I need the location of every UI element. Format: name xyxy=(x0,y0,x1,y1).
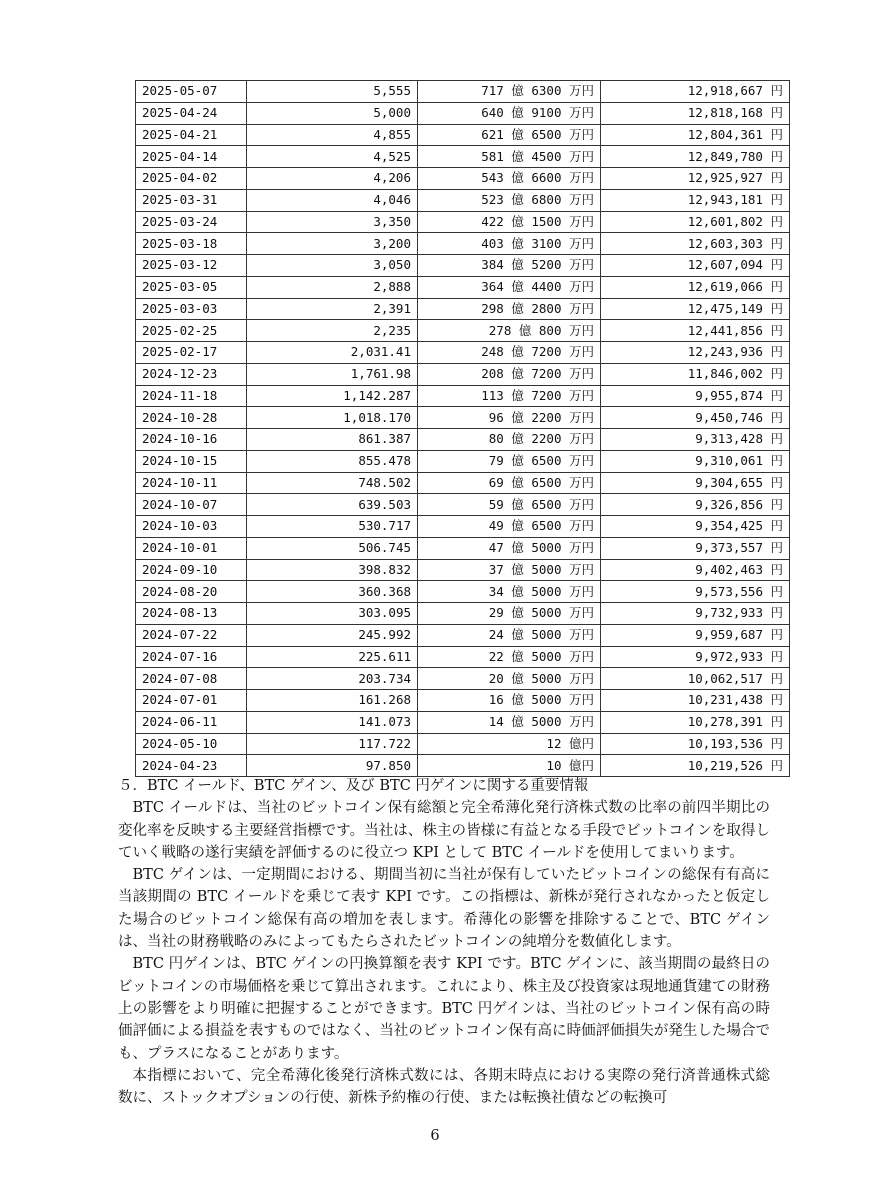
btc-cell: 4,046 xyxy=(247,189,418,211)
date-cell: 2024-11-18 xyxy=(136,385,247,407)
amount-cell: 69 億 6500 万円 xyxy=(418,472,601,494)
price-cell: 9,959,687 円 xyxy=(601,624,790,646)
btc-cell: 1,142.287 xyxy=(247,385,418,407)
amount-cell: 47 億 5000 万円 xyxy=(418,537,601,559)
price-cell: 12,607,094 円 xyxy=(601,255,790,277)
price-cell: 11,846,002 円 xyxy=(601,363,790,385)
table-row xyxy=(136,233,790,255)
price-cell: 12,603,303 円 xyxy=(601,233,790,255)
btc-cell: 97.850 xyxy=(247,755,418,777)
amount-cell: 14 億 5000 万円 xyxy=(418,711,601,733)
table-row xyxy=(136,168,790,190)
table-row xyxy=(136,429,790,451)
btc-cell: 1,761.98 xyxy=(247,363,418,385)
btc-cell: 861.387 xyxy=(247,429,418,451)
table-row xyxy=(136,690,790,712)
amount-cell: 248 億 7200 万円 xyxy=(418,342,601,364)
table-row xyxy=(136,342,790,364)
btc-cell: 3,350 xyxy=(247,211,418,233)
btc-cell: 2,391 xyxy=(247,298,418,320)
price-cell: 12,475,149 円 xyxy=(601,298,790,320)
btc-cell: 855.478 xyxy=(247,450,418,472)
amount-cell: 543 億 6600 万円 xyxy=(418,168,601,190)
paragraph-btc-gain: BTC ゲインは、一定期間における、期間当初に当社が保有していたビットコインの総保有有高に当該期間の BTC イールドを乗じて表す KPI です。この指標は、新株が発行されなかったと仮定した場合のビットコイン総保有高の増加を表します。希薄化の影響を排除することで、BTC ゲインは、当社の財務戦略のみによってもたらされたビットコインの純増分を数値化します。 xyxy=(118,867,770,951)
btc-cell: 2,888 xyxy=(247,276,418,298)
btc-cell: 2,031.41 xyxy=(247,342,418,364)
date-cell: 2024-07-01 xyxy=(136,690,247,712)
btc-cell: 5,555 xyxy=(247,81,418,103)
price-cell: 9,310,061 円 xyxy=(601,450,790,472)
table-row xyxy=(136,537,790,559)
date-cell: 2024-09-10 xyxy=(136,559,247,581)
date-cell: 2024-10-07 xyxy=(136,494,247,516)
paragraph-btc-yield: BTC イールドは、当社のビットコイン保有総額と完全希薄化発行済株式数の比率の前四半期比の変化率を反映する主要経営指標です。当社は、株主の皆様に有益となる手段でビットコインを取得していく戦略の遂行実績を評価するのに役立つ KPI として BTC イールドを使用してまいります。 xyxy=(118,800,770,861)
btc-cell: 4,855 xyxy=(247,124,418,146)
amount-cell: 29 億 5000 万円 xyxy=(418,603,601,625)
date-cell: 2024-10-11 xyxy=(136,472,247,494)
date-cell: 2024-10-03 xyxy=(136,516,247,538)
btc-cell: 506.745 xyxy=(247,537,418,559)
price-cell: 10,193,536 円 xyxy=(601,733,790,755)
date-cell: 2024-08-20 xyxy=(136,581,247,603)
amount-cell: 113 億 7200 万円 xyxy=(418,385,601,407)
paragraph-diluted-shares: 本指標において、完全希薄化後発行済株式数には、各期末時点における実際の発行済普通株式総数に、ストックオプションの行使、新株予約権の行使、または転換社債などの転換可 xyxy=(118,1067,770,1107)
price-cell: 9,304,655 円 xyxy=(601,472,790,494)
amount-cell: 10 億円 xyxy=(418,755,601,777)
table-row xyxy=(136,81,790,103)
date-cell: 2025-04-02 xyxy=(136,168,247,190)
table-row xyxy=(136,668,790,690)
amount-cell: 59 億 6500 万円 xyxy=(418,494,601,516)
date-cell: 2024-10-15 xyxy=(136,450,247,472)
btc-cell: 5,000 xyxy=(247,102,418,124)
price-cell: 9,354,425 円 xyxy=(601,516,790,538)
price-cell: 12,918,667 円 xyxy=(601,81,790,103)
date-cell: 2024-04-23 xyxy=(136,755,247,777)
table-row xyxy=(136,581,790,603)
date-cell: 2025-02-25 xyxy=(136,320,247,342)
btc-cell: 141.073 xyxy=(247,711,418,733)
price-cell: 9,732,933 円 xyxy=(601,603,790,625)
table-row xyxy=(136,385,790,407)
amount-cell: 298 億 2800 万円 xyxy=(418,298,601,320)
price-cell: 10,062,517 円 xyxy=(601,668,790,690)
price-cell: 9,326,856 円 xyxy=(601,494,790,516)
amount-cell: 384 億 5200 万円 xyxy=(418,255,601,277)
date-cell: 2024-07-22 xyxy=(136,624,247,646)
date-cell: 2025-03-18 xyxy=(136,233,247,255)
table-row xyxy=(136,450,790,472)
date-cell: 2024-10-01 xyxy=(136,537,247,559)
table-row xyxy=(136,603,790,625)
date-cell: 2025-03-12 xyxy=(136,255,247,277)
amount-cell: 581 億 4500 万円 xyxy=(418,146,601,168)
amount-cell: 278 億 800 万円 xyxy=(418,320,601,342)
table-row xyxy=(136,624,790,646)
section-heading: ５．BTC イールド、BTC ゲイン、及び BTC 円ゲインに関する重要情報 xyxy=(118,778,589,794)
price-cell: 10,231,438 円 xyxy=(601,690,790,712)
table-row xyxy=(136,516,790,538)
btc-cell: 4,525 xyxy=(247,146,418,168)
btc-cell: 748.502 xyxy=(247,472,418,494)
btc-cell: 4,206 xyxy=(247,168,418,190)
date-cell: 2025-05-07 xyxy=(136,81,247,103)
table-row xyxy=(136,189,790,211)
amount-cell: 20 億 5000 万円 xyxy=(418,668,601,690)
date-cell: 2024-12-23 xyxy=(136,363,247,385)
price-cell: 12,818,168 円 xyxy=(601,102,790,124)
date-cell: 2025-03-31 xyxy=(136,189,247,211)
price-cell: 9,402,463 円 xyxy=(601,559,790,581)
date-cell: 2024-06-11 xyxy=(136,711,247,733)
amount-cell: 79 億 6500 万円 xyxy=(418,450,601,472)
price-cell: 12,601,802 円 xyxy=(601,211,790,233)
amount-cell: 80 億 2200 万円 xyxy=(418,429,601,451)
price-cell: 12,619,066 円 xyxy=(601,276,790,298)
price-cell: 12,804,361 円 xyxy=(601,124,790,146)
btc-cell: 530.717 xyxy=(247,516,418,538)
date-cell: 2025-03-05 xyxy=(136,276,247,298)
amount-cell: 22 億 5000 万円 xyxy=(418,646,601,668)
btc-cell: 3,200 xyxy=(247,233,418,255)
date-cell: 2024-08-13 xyxy=(136,603,247,625)
price-cell: 9,955,874 円 xyxy=(601,385,790,407)
price-cell: 12,849,780 円 xyxy=(601,146,790,168)
table-row xyxy=(136,298,790,320)
price-cell: 12,441,856 円 xyxy=(601,320,790,342)
price-cell: 10,278,391 円 xyxy=(601,711,790,733)
table-row xyxy=(136,711,790,733)
date-cell: 2024-07-16 xyxy=(136,646,247,668)
table-row xyxy=(136,255,790,277)
amount-cell: 34 億 5000 万円 xyxy=(418,581,601,603)
btc-cell: 1,018.170 xyxy=(247,407,418,429)
table-row xyxy=(136,320,790,342)
amount-cell: 24 億 5000 万円 xyxy=(418,624,601,646)
btc-cell: 117.722 xyxy=(247,733,418,755)
paragraph-btc-yen-gain: BTC 円ゲインは、BTC ゲインの円換算額を表す KPI です。BTC ゲインに、該当期間の最終日のビットコインの市場価格を乗じて算出されます。これにより、株主及び投資家は現地通貨建ての財務上の影響をより明確に把握することができます。BTC 円ゲインは、当社のビットコイン保有高の時価評価による損益を表すものではなく、当社のビットコイン保有高に時価評価損失が発生した場合でも、プラスになることがあります。 xyxy=(118,956,770,1062)
price-cell: 9,972,933 円 xyxy=(601,646,790,668)
btc-cell: 245.992 xyxy=(247,624,418,646)
date-cell: 2024-05-10 xyxy=(136,733,247,755)
table-row xyxy=(136,755,790,777)
amount-cell: 364 億 4400 万円 xyxy=(418,276,601,298)
date-cell: 2024-10-16 xyxy=(136,429,247,451)
table-row xyxy=(136,472,790,494)
table-row xyxy=(136,646,790,668)
amount-cell: 523 億 6800 万円 xyxy=(418,189,601,211)
table-row xyxy=(136,363,790,385)
price-cell: 10,219,526 円 xyxy=(601,755,790,777)
btc-cell: 398.832 xyxy=(247,559,418,581)
table-row xyxy=(136,146,790,168)
price-cell: 12,943,181 円 xyxy=(601,189,790,211)
date-cell: 2024-07-08 xyxy=(136,668,247,690)
amount-cell: 422 億 1500 万円 xyxy=(418,211,601,233)
table-row xyxy=(136,559,790,581)
amount-cell: 37 億 5000 万円 xyxy=(418,559,601,581)
btc-holdings-table xyxy=(135,80,790,777)
date-cell: 2024-10-28 xyxy=(136,407,247,429)
amount-cell: 49 億 6500 万円 xyxy=(418,516,601,538)
amount-cell: 640 億 9100 万円 xyxy=(418,102,601,124)
date-cell: 2025-02-17 xyxy=(136,342,247,364)
table-row xyxy=(136,494,790,516)
table-body xyxy=(136,81,790,777)
btc-cell: 2,235 xyxy=(247,320,418,342)
date-cell: 2025-03-24 xyxy=(136,211,247,233)
btc-cell: 639.503 xyxy=(247,494,418,516)
table-row xyxy=(136,211,790,233)
btc-cell: 303.095 xyxy=(247,603,418,625)
btc-cell: 3,050 xyxy=(247,255,418,277)
amount-cell: 403 億 3100 万円 xyxy=(418,233,601,255)
date-cell: 2025-04-24 xyxy=(136,102,247,124)
amount-cell: 621 億 6500 万円 xyxy=(418,124,601,146)
btc-cell: 161.268 xyxy=(247,690,418,712)
date-cell: 2025-04-21 xyxy=(136,124,247,146)
page-number: 6 xyxy=(430,1128,440,1144)
table-row xyxy=(136,124,790,146)
price-cell: 9,450,746 円 xyxy=(601,407,790,429)
price-cell: 9,373,557 円 xyxy=(601,537,790,559)
price-cell: 12,925,927 円 xyxy=(601,168,790,190)
amount-cell: 208 億 7200 万円 xyxy=(418,363,601,385)
date-cell: 2025-04-14 xyxy=(136,146,247,168)
btc-cell: 360.368 xyxy=(247,581,418,603)
price-cell: 9,573,556 円 xyxy=(601,581,790,603)
amount-cell: 96 億 2200 万円 xyxy=(418,407,601,429)
price-cell: 9,313,428 円 xyxy=(601,429,790,451)
table-row xyxy=(136,276,790,298)
price-cell: 12,243,936 円 xyxy=(601,342,790,364)
table-row xyxy=(136,733,790,755)
table-row xyxy=(136,407,790,429)
table-row xyxy=(136,102,790,124)
date-cell: 2025-03-03 xyxy=(136,298,247,320)
amount-cell: 12 億円 xyxy=(418,733,601,755)
important-info-section xyxy=(118,775,770,1109)
btc-cell: 225.611 xyxy=(247,646,418,668)
amount-cell: 16 億 5000 万円 xyxy=(418,690,601,712)
btc-cell: 203.734 xyxy=(247,668,418,690)
amount-cell: 717 億 6300 万円 xyxy=(418,81,601,103)
